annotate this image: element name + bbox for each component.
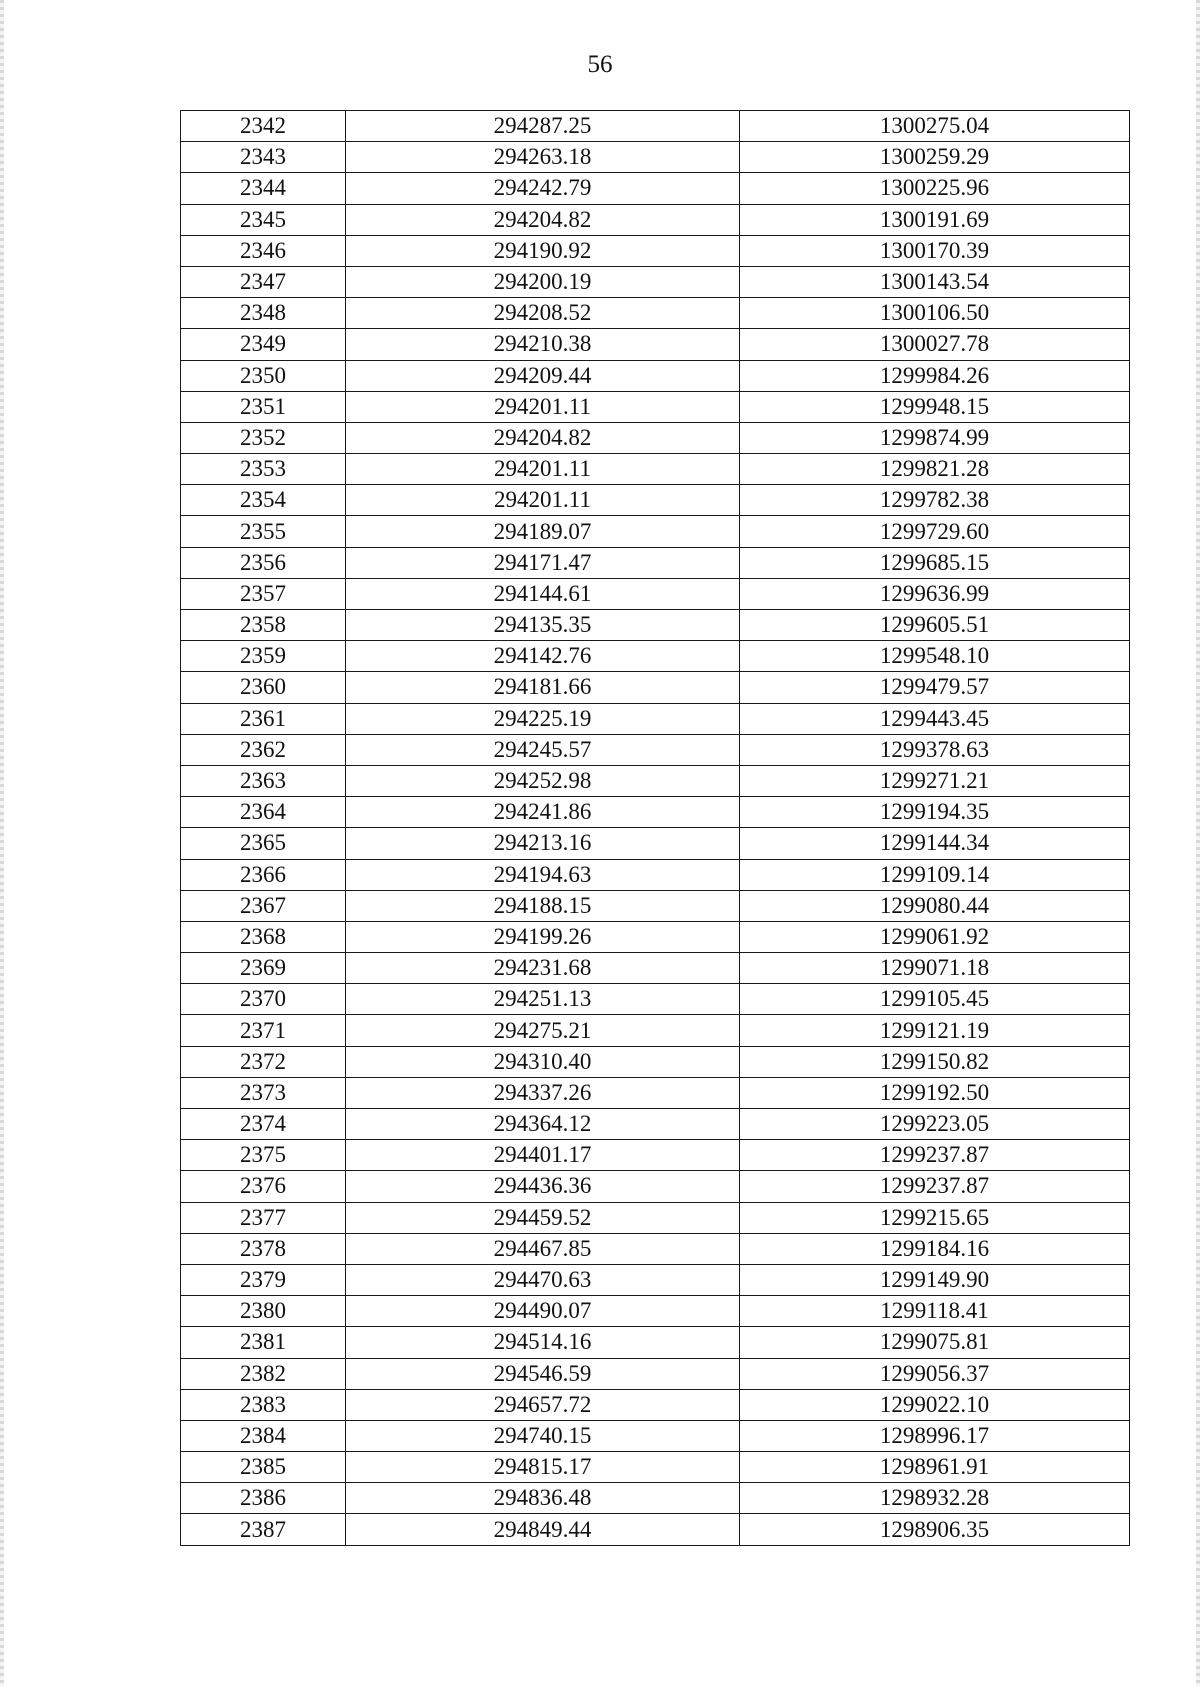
- y-coordinate-cell: 1299443.45: [740, 703, 1130, 734]
- x-coordinate-cell: 294213.16: [346, 828, 740, 859]
- x-coordinate-cell: 294470.63: [346, 1264, 740, 1295]
- table-row: [181, 765, 1130, 796]
- point-number-cell: 2357: [181, 578, 346, 609]
- x-coordinate-cell: 294135.35: [346, 610, 740, 641]
- page-number: 56: [587, 51, 613, 78]
- table-row: [181, 578, 1130, 609]
- table-row: [181, 1483, 1130, 1514]
- point-number-cell: 2385: [181, 1452, 346, 1483]
- point-number-cell: 2368: [181, 921, 346, 952]
- point-number-cell: 2349: [181, 329, 346, 360]
- y-coordinate-cell: 1298961.91: [740, 1452, 1130, 1483]
- point-number-cell: 2378: [181, 1233, 346, 1264]
- table-row: [181, 641, 1130, 672]
- table-row: [181, 266, 1130, 297]
- y-coordinate-cell: 1299022.10: [740, 1389, 1130, 1420]
- table-row: [181, 953, 1130, 984]
- point-number-cell: 2367: [181, 890, 346, 921]
- x-coordinate-cell: 294208.52: [346, 298, 740, 329]
- point-number-cell: 2364: [181, 797, 346, 828]
- table-row: [181, 1358, 1130, 1389]
- x-coordinate-cell: 294209.44: [346, 360, 740, 391]
- table-row: [181, 890, 1130, 921]
- y-coordinate-cell: 1299237.87: [740, 1171, 1130, 1202]
- x-coordinate-cell: 294252.98: [346, 765, 740, 796]
- x-coordinate-cell: 294242.79: [346, 173, 740, 204]
- y-coordinate-cell: 1299605.51: [740, 610, 1130, 641]
- y-coordinate-cell: 1299821.28: [740, 454, 1130, 485]
- x-coordinate-cell: 294171.47: [346, 547, 740, 578]
- y-coordinate-cell: 1299548.10: [740, 641, 1130, 672]
- y-coordinate-cell: 1300275.04: [740, 111, 1130, 142]
- table-row: [181, 1296, 1130, 1327]
- point-number-cell: 2346: [181, 235, 346, 266]
- y-coordinate-cell: 1299271.21: [740, 765, 1130, 796]
- point-number-cell: 2375: [181, 1140, 346, 1171]
- point-number-cell: 2353: [181, 454, 346, 485]
- x-coordinate-cell: 294514.16: [346, 1327, 740, 1358]
- x-coordinate-cell: 294231.68: [346, 953, 740, 984]
- table-row: [181, 828, 1130, 859]
- point-number-cell: 2350: [181, 360, 346, 391]
- x-coordinate-cell: 294204.82: [346, 204, 740, 235]
- y-coordinate-cell: 1299105.45: [740, 984, 1130, 1015]
- y-coordinate-cell: 1299223.05: [740, 1109, 1130, 1140]
- point-number-cell: 2355: [181, 516, 346, 547]
- table-row: [181, 1109, 1130, 1140]
- y-coordinate-cell: 1299149.90: [740, 1264, 1130, 1295]
- point-number-cell: 2381: [181, 1327, 346, 1358]
- y-coordinate-cell: 1299237.87: [740, 1140, 1130, 1171]
- x-coordinate-cell: 294490.07: [346, 1296, 740, 1327]
- x-coordinate-cell: 294204.82: [346, 422, 740, 453]
- table-row: [181, 1077, 1130, 1108]
- x-coordinate-cell: 294275.21: [346, 1015, 740, 1046]
- x-coordinate-cell: 294194.63: [346, 859, 740, 890]
- point-number-cell: 2342: [181, 111, 346, 142]
- x-coordinate-cell: 294201.11: [346, 454, 740, 485]
- y-coordinate-cell: 1299215.65: [740, 1202, 1130, 1233]
- y-coordinate-cell: 1299061.92: [740, 921, 1130, 952]
- y-coordinate-cell: 1299782.38: [740, 485, 1130, 516]
- point-number-cell: 2366: [181, 859, 346, 890]
- y-coordinate-cell: 1300191.69: [740, 204, 1130, 235]
- x-coordinate-cell: 294201.11: [346, 391, 740, 422]
- point-number-cell: 2369: [181, 953, 346, 984]
- table-row: [181, 391, 1130, 422]
- point-number-cell: 2380: [181, 1296, 346, 1327]
- table-row: [181, 1264, 1130, 1295]
- y-coordinate-cell: 1298906.35: [740, 1514, 1130, 1545]
- x-coordinate-cell: 294287.25: [346, 111, 740, 142]
- point-number-cell: 2372: [181, 1046, 346, 1077]
- table-row: [181, 1046, 1130, 1077]
- table-row: [181, 360, 1130, 391]
- point-number-cell: 2352: [181, 422, 346, 453]
- x-coordinate-cell: 294310.40: [346, 1046, 740, 1077]
- x-coordinate-cell: 294401.17: [346, 1140, 740, 1171]
- point-number-cell: 2377: [181, 1202, 346, 1233]
- x-coordinate-cell: 294199.26: [346, 921, 740, 952]
- y-coordinate-cell: 1299144.34: [740, 828, 1130, 859]
- table-row: [181, 173, 1130, 204]
- point-number-cell: 2382: [181, 1358, 346, 1389]
- x-coordinate-cell: 294740.15: [346, 1420, 740, 1451]
- x-coordinate-cell: 294200.19: [346, 266, 740, 297]
- table-row: [181, 859, 1130, 890]
- point-number-cell: 2356: [181, 547, 346, 578]
- table-row: [181, 1171, 1130, 1202]
- table-row: [181, 485, 1130, 516]
- y-coordinate-cell: 1299080.44: [740, 890, 1130, 921]
- y-coordinate-cell: 1299479.57: [740, 672, 1130, 703]
- y-coordinate-cell: 1299075.81: [740, 1327, 1130, 1358]
- y-coordinate-cell: 1300259.29: [740, 142, 1130, 173]
- point-number-cell: 2371: [181, 1015, 346, 1046]
- table-row: [181, 454, 1130, 485]
- y-coordinate-cell: 1300143.54: [740, 266, 1130, 297]
- table-row: [181, 1514, 1130, 1545]
- point-number-cell: 2365: [181, 828, 346, 859]
- point-number-cell: 2376: [181, 1171, 346, 1202]
- table-row: [181, 204, 1130, 235]
- point-number-cell: 2361: [181, 703, 346, 734]
- table-row: [181, 797, 1130, 828]
- y-coordinate-cell: 1299729.60: [740, 516, 1130, 547]
- point-number-cell: 2360: [181, 672, 346, 703]
- point-number-cell: 2374: [181, 1109, 346, 1140]
- point-number-cell: 2384: [181, 1420, 346, 1451]
- x-coordinate-cell: 294210.38: [346, 329, 740, 360]
- y-coordinate-cell: 1299121.19: [740, 1015, 1130, 1046]
- x-coordinate-cell: 294241.86: [346, 797, 740, 828]
- x-coordinate-cell: 294189.07: [346, 516, 740, 547]
- x-coordinate-cell: 294201.11: [346, 485, 740, 516]
- x-coordinate-cell: 294144.61: [346, 578, 740, 609]
- x-coordinate-cell: 294836.48: [346, 1483, 740, 1514]
- x-coordinate-cell: 294263.18: [346, 142, 740, 173]
- point-number-cell: 2359: [181, 641, 346, 672]
- table-row: [181, 111, 1130, 142]
- x-coordinate-cell: 294181.66: [346, 672, 740, 703]
- point-number-cell: 2354: [181, 485, 346, 516]
- table-row: [181, 516, 1130, 547]
- y-coordinate-cell: 1298932.28: [740, 1483, 1130, 1514]
- y-coordinate-cell: 1299194.35: [740, 797, 1130, 828]
- coordinates-table: [180, 110, 1130, 1546]
- table-row: [181, 1389, 1130, 1420]
- coordinates-table-body: [181, 111, 1130, 1546]
- y-coordinate-cell: 1299056.37: [740, 1358, 1130, 1389]
- table-row: [181, 1452, 1130, 1483]
- x-coordinate-cell: 294225.19: [346, 703, 740, 734]
- point-number-cell: 2351: [181, 391, 346, 422]
- point-number-cell: 2383: [181, 1389, 346, 1420]
- y-coordinate-cell: 1299192.50: [740, 1077, 1130, 1108]
- table-row: [181, 921, 1130, 952]
- table-row: [181, 1015, 1130, 1046]
- table-row: [181, 672, 1130, 703]
- y-coordinate-cell: 1299071.18: [740, 953, 1130, 984]
- point-number-cell: 2345: [181, 204, 346, 235]
- x-coordinate-cell: 294337.26: [346, 1077, 740, 1108]
- y-coordinate-cell: 1299636.99: [740, 578, 1130, 609]
- table-row: [181, 547, 1130, 578]
- point-number-cell: 2348: [181, 298, 346, 329]
- y-coordinate-cell: 1299378.63: [740, 734, 1130, 765]
- scan-edge-right: [1196, 0, 1200, 1686]
- y-coordinate-cell: 1299685.15: [740, 547, 1130, 578]
- x-coordinate-cell: 294190.92: [346, 235, 740, 266]
- x-coordinate-cell: 294245.57: [346, 734, 740, 765]
- y-coordinate-cell: 1299109.14: [740, 859, 1130, 890]
- table-row: [181, 1233, 1130, 1264]
- y-coordinate-cell: 1300027.78: [740, 329, 1130, 360]
- table-row: [181, 1327, 1130, 1358]
- x-coordinate-cell: 294436.36: [346, 1171, 740, 1202]
- point-number-cell: 2358: [181, 610, 346, 641]
- y-coordinate-cell: 1299150.82: [740, 1046, 1130, 1077]
- x-coordinate-cell: 294142.76: [346, 641, 740, 672]
- x-coordinate-cell: 294251.13: [346, 984, 740, 1015]
- x-coordinate-cell: 294815.17: [346, 1452, 740, 1483]
- y-coordinate-cell: 1298996.17: [740, 1420, 1130, 1451]
- x-coordinate-cell: 294364.12: [346, 1109, 740, 1140]
- scan-edge-left: [0, 0, 4, 1686]
- y-coordinate-cell: 1299184.16: [740, 1233, 1130, 1264]
- x-coordinate-cell: 294657.72: [346, 1389, 740, 1420]
- y-coordinate-cell: 1299948.15: [740, 391, 1130, 422]
- point-number-cell: 2387: [181, 1514, 346, 1545]
- point-number-cell: 2347: [181, 266, 346, 297]
- table-row: [181, 610, 1130, 641]
- y-coordinate-cell: 1300225.96: [740, 173, 1130, 204]
- table-row: [181, 1420, 1130, 1451]
- x-coordinate-cell: 294188.15: [346, 890, 740, 921]
- table-row: [181, 422, 1130, 453]
- x-coordinate-cell: 294849.44: [346, 1514, 740, 1545]
- point-number-cell: 2343: [181, 142, 346, 173]
- x-coordinate-cell: 294546.59: [346, 1358, 740, 1389]
- x-coordinate-cell: 294459.52: [346, 1202, 740, 1233]
- point-number-cell: 2344: [181, 173, 346, 204]
- table-row: [181, 984, 1130, 1015]
- table-row: [181, 235, 1130, 266]
- table-row: [181, 1140, 1130, 1171]
- y-coordinate-cell: 1299874.99: [740, 422, 1130, 453]
- point-number-cell: 2362: [181, 734, 346, 765]
- table-row: [181, 329, 1130, 360]
- point-number-cell: 2370: [181, 984, 346, 1015]
- table-row: [181, 703, 1130, 734]
- table-row: [181, 734, 1130, 765]
- table-row: [181, 142, 1130, 173]
- table-row: [181, 1202, 1130, 1233]
- point-number-cell: 2379: [181, 1264, 346, 1295]
- point-number-cell: 2386: [181, 1483, 346, 1514]
- y-coordinate-cell: 1299984.26: [740, 360, 1130, 391]
- point-number-cell: 2363: [181, 765, 346, 796]
- point-number-cell: 2373: [181, 1077, 346, 1108]
- y-coordinate-cell: 1300106.50: [740, 298, 1130, 329]
- y-coordinate-cell: 1300170.39: [740, 235, 1130, 266]
- y-coordinate-cell: 1299118.41: [740, 1296, 1130, 1327]
- x-coordinate-cell: 294467.85: [346, 1233, 740, 1264]
- table-row: [181, 298, 1130, 329]
